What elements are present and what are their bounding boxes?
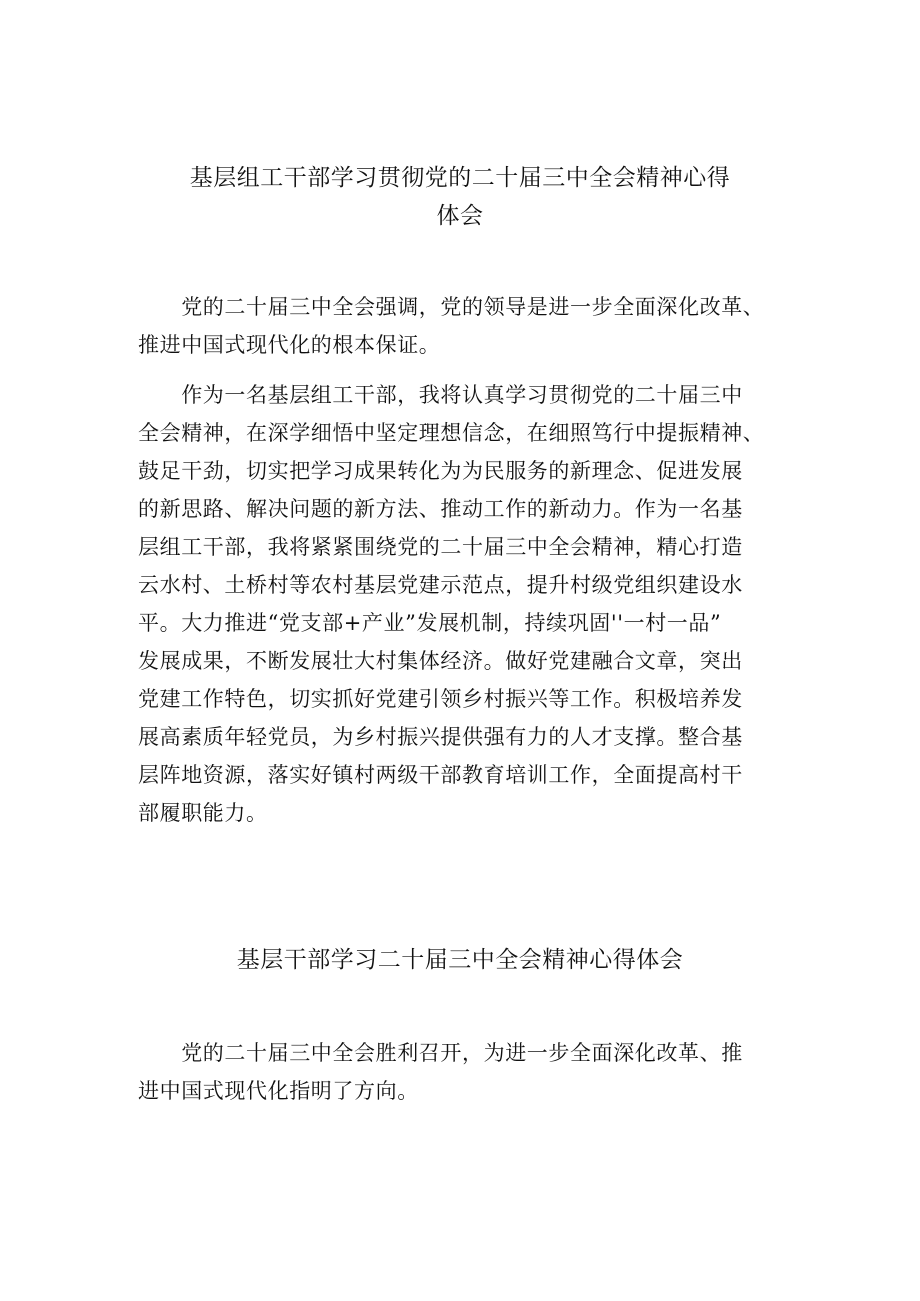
paragraph-line: 部履职能力。: [138, 801, 268, 825]
paragraph-line: 发展成果，不断发展壮大村集体经济。做好党建融合文章，突出: [138, 649, 743, 673]
paragraph-line: 全会精神，在深学细悟中坚定理想信念，在细照笃行中提振精神、: [138, 421, 765, 445]
paragraph-line: 的新思路、解决问题的新方法、推动工作的新动力。作为一名基: [138, 497, 743, 521]
paragraph-line: 层组工干部，我将紧紧围绕党的二十届三中全会精神，精心打造: [138, 535, 743, 559]
section-1-title-line-1: 基层组工干部学习贯彻党的二十届三中全会精神心得: [189, 165, 731, 191]
paragraph-line: 推进中国式现代化的根本保证。: [138, 333, 441, 357]
paragraph-line: 平。大力推进“党支部+产业”发展机制，持续巩固''一村一品”: [138, 611, 722, 635]
paragraph-line: 展高素质年轻党员，为乡村振兴提供强有力的人才支撑。整合基: [138, 725, 743, 749]
paragraph-line: 鼓足干劲，切实把学习成果转化为为民服务的新理念、促进发展: [138, 459, 743, 483]
paragraph-line: 进中国式现代化指明了方向。: [138, 1079, 419, 1103]
section-1-paragraph-1: [138, 288, 798, 364]
paragraph-line: 作为一名基层组工干部，我将认真学习贯彻党的二十届三中: [138, 383, 743, 407]
section-2-title-line-1: 基层干部学习二十届三中全会精神心得体会: [236, 947, 684, 973]
section-1-paragraph-2: [138, 376, 798, 832]
section-2-paragraph-1: [138, 1034, 798, 1110]
paragraph-line: 党建工作特色，切实抓好党建引领乡村振兴等工作。积极培养发: [138, 687, 743, 711]
paragraph-line: 党的二十届三中全会胜利召开，为进一步全面深化改革、推: [138, 1041, 743, 1065]
section-1-title: [0, 158, 920, 234]
paragraph-line: 云水村、土桥村等农村基层党建示范点，提升村级党组织建设水: [138, 573, 743, 597]
section-1-title-line-2: 体会: [436, 203, 484, 229]
paragraph-line: 党的二十届三中全会强调，党的领导是进一步全面深化改革、: [138, 295, 765, 319]
section-2-title: [0, 940, 920, 978]
paragraph-line: 层阵地资源，落实好镇村两级干部教育培训工作，全面提高村干: [138, 763, 743, 787]
